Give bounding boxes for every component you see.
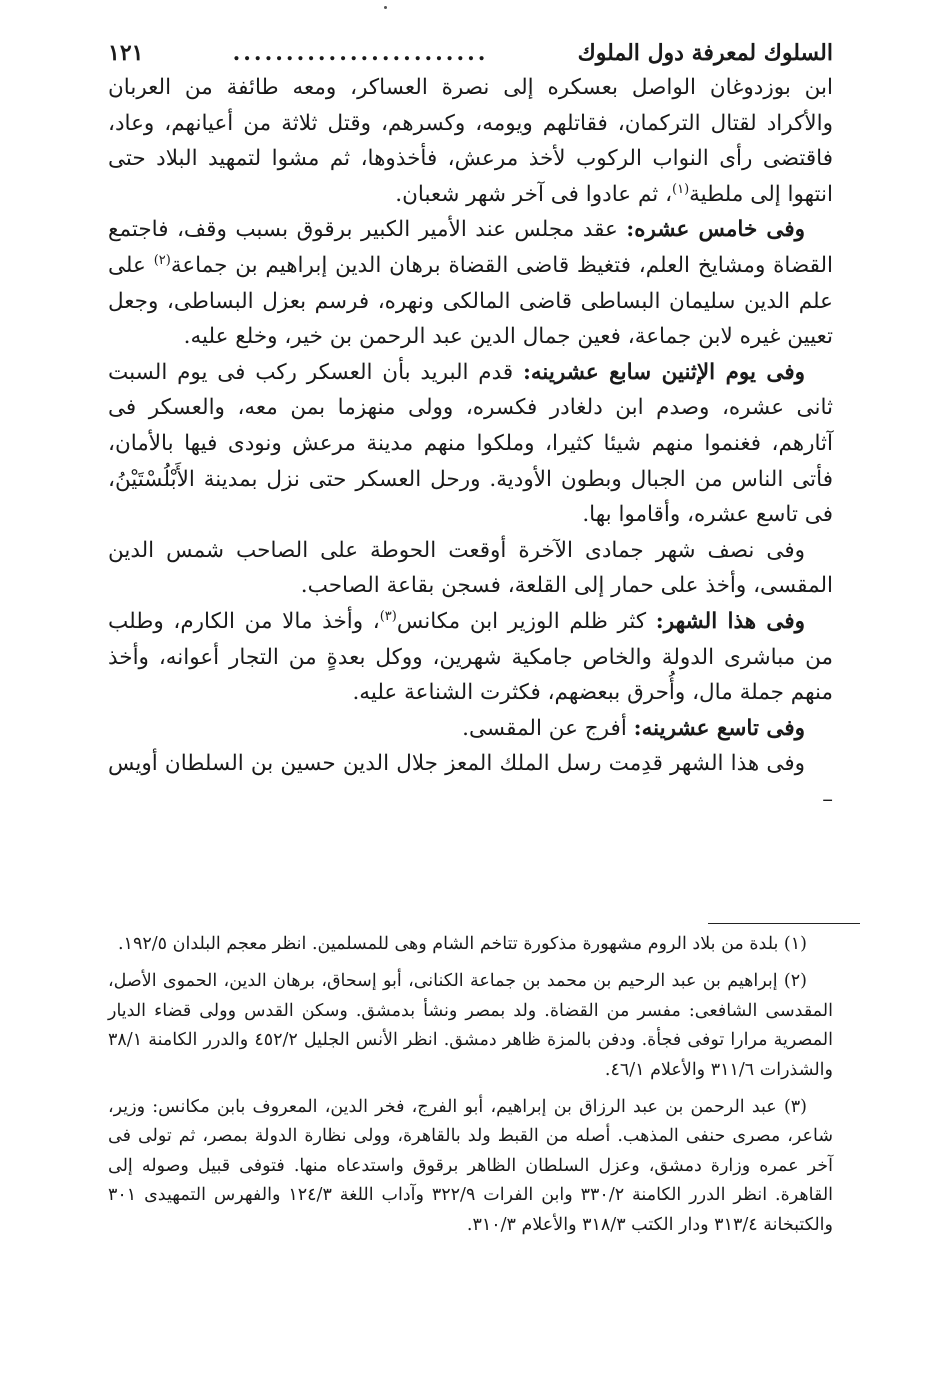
paragraph-text: وفى هذا الشهر قدِمت رسل الملك المعز جلال الدين حسين بن السلطان أويس – <box>108 751 833 812</box>
running-header <box>108 30 833 64</box>
paragraph-5 <box>108 604 833 711</box>
paragraph-text-cont: ، ثم عادوا فى آخر شهر شعبان. <box>395 181 673 207</box>
paragraph-text-cont: ، وأخذ مالا من الكارم، وطلب من مباشرى الدولة والخاص جامكية شهرين، ووكل بعدةٍ من التجار أعوانه، وأخذ منهم جملة مال، وأُحرق ببعضهم، فكثرت الشناعة عليه. <box>108 608 833 706</box>
paragraph-text: ابن بوزدوغان الواصل بعسكره إلى نصرة العساكر، ومعه طائفة من العربان والأكراد لقتال التركمان، فقاتلهم ويومه، وكسرهم، وقتل ثلاثة من أعيانهم، وعاد، فاقتضى رأى النواب الركوب لأخذ مرعش، فأخذوها، ثم مشوا لتمهيد البلاد حتى انتهوا إلى ملطية <box>108 75 833 207</box>
footnote-ref-2: (٢) <box>153 252 171 268</box>
paragraph-text: عقد مجلس عند الأمير الكبير برقوق بسبب وقف، فاجتمع القضاة ومشايخ العلم، فتغيظ قاضى القضاة برهان الدين إبراهيم بن جماعة <box>108 217 834 278</box>
footnote-1: (١) بلدة من بلاد الروم مشهورة مذكورة تتاخم الشام وهى للمسلمين. انظر معجم البلدان ١٩٢/٥. <box>117 934 807 954</box>
paragraph-text-cont: على علم الدين سليمان البساطى قاضى المالكى ونهره، فرسم بعزل البساطى، وجعل تعيين غيره لابن جماعة، فعين جمال الدين عبد الرحمن بن خير، وخلع عليه. <box>108 252 833 350</box>
paragraph-3 <box>108 355 833 533</box>
footnote-ref-1: (١) <box>672 181 690 197</box>
paragraph-text: وفى نصف شهر جمادى الآخرة أوقعت الحوطة على الصاحب شمس الدين المقسى، وأخذ على حمار إلى القلعة، فسجن بقاعة الصاحب. <box>108 537 833 599</box>
page-number: ١٢١ <box>108 40 144 66</box>
print-speck <box>384 6 387 9</box>
paragraph-4 <box>108 533 833 604</box>
paragraph-2 <box>108 212 833 354</box>
paragraph-text: قدم البريد بأن العسكر ركب فى يوم السبت ثانى عشره، وصدم ابن دلغادر فكسره، وولى منهزما بمن معه، والعسكر فى آثارهم، فغنموا منهم شيئا كثيرا، وملكوا منهم مدينة مرعش ونودى فيها بالأمان، فأتى الناس من الجبال وبطون الأودية. ورحل العسكر حتى نزل بمدينة الأَبْلُسْتَيْنُ، فى تاسع عشره، وأقاموا بها. <box>108 359 833 528</box>
paragraph-1 <box>108 70 833 212</box>
paragraph-lead: وفى هذا الشهر: <box>655 608 805 634</box>
footnote-separator <box>708 923 860 924</box>
paragraph-lead: وفى يوم الإثنين سابع عشرينه: <box>522 359 805 385</box>
footnote-3: (٣) عبد الرحمن بن عبد الرزاق بن إبراهيم، أبو الفرج، فخر الدين، المعروف بابن مكانس: وزير، شاعر، مصرى حنفى المذهب. أصله من القبط ولد بالقاهرة، وولى نظارة الدولة بمصر، ثم تولى فى آخر عمره وزارة دمشق، وعزل السلطان الظاهر برقوق واستدعاه منها. فتوفى قبيل وصوله إلى القاهرة. انظر الدرر الكامنة ٣٣٠/٢ وابن الفرات ٣٢٢/٩ وآداب اللغة ١٢٤/٣ والفهرس التمهيدى ٣٠١ والكتبخانة ٣١٣/٤ ودار الكتب ٣١٨/٣ والأعلام ٣١٠/٣. <box>108 1097 834 1235</box>
paragraph-text: كثر ظلم الوزير ابن مكانس <box>396 608 656 634</box>
paragraph-7 <box>108 746 833 817</box>
paragraph-text: أفرج عن المقسى. <box>462 715 634 741</box>
footnotes <box>108 930 833 1248</box>
paragraph-6 <box>108 711 833 747</box>
paragraph-lead: وفى خامس عشره: <box>626 217 805 243</box>
footnote-2: (٢) إبراهيم بن عبد الرحيم بن محمد بن جماعة الكنانى، أبو إسحاق، برهان الدين، الحموى الأصل، المقدسى الشافعى: مفسر من القضاة. ولد بمصر ونشأ بدمشق. وسكن القدس وولى قضاء الديار المصرية مرارا توفى فجأة. ودفن بالمزة ظاهر دمشق. انظر الأنس الجليل ٤٥٢/٢ والدرر الكامنة ٣٨/١ والشذرات ٣١١/٦ والأعلام ٤٦/١. <box>108 971 834 1080</box>
header-title: السلوك لمعرفة دول الملوك <box>577 40 833 66</box>
header-leader-dots: ........................ <box>232 42 489 64</box>
footnote-ref-3: (٣) <box>379 608 397 624</box>
main-text <box>108 70 833 817</box>
paragraph-lead: وفى تاسع عشرينه: <box>633 715 805 741</box>
